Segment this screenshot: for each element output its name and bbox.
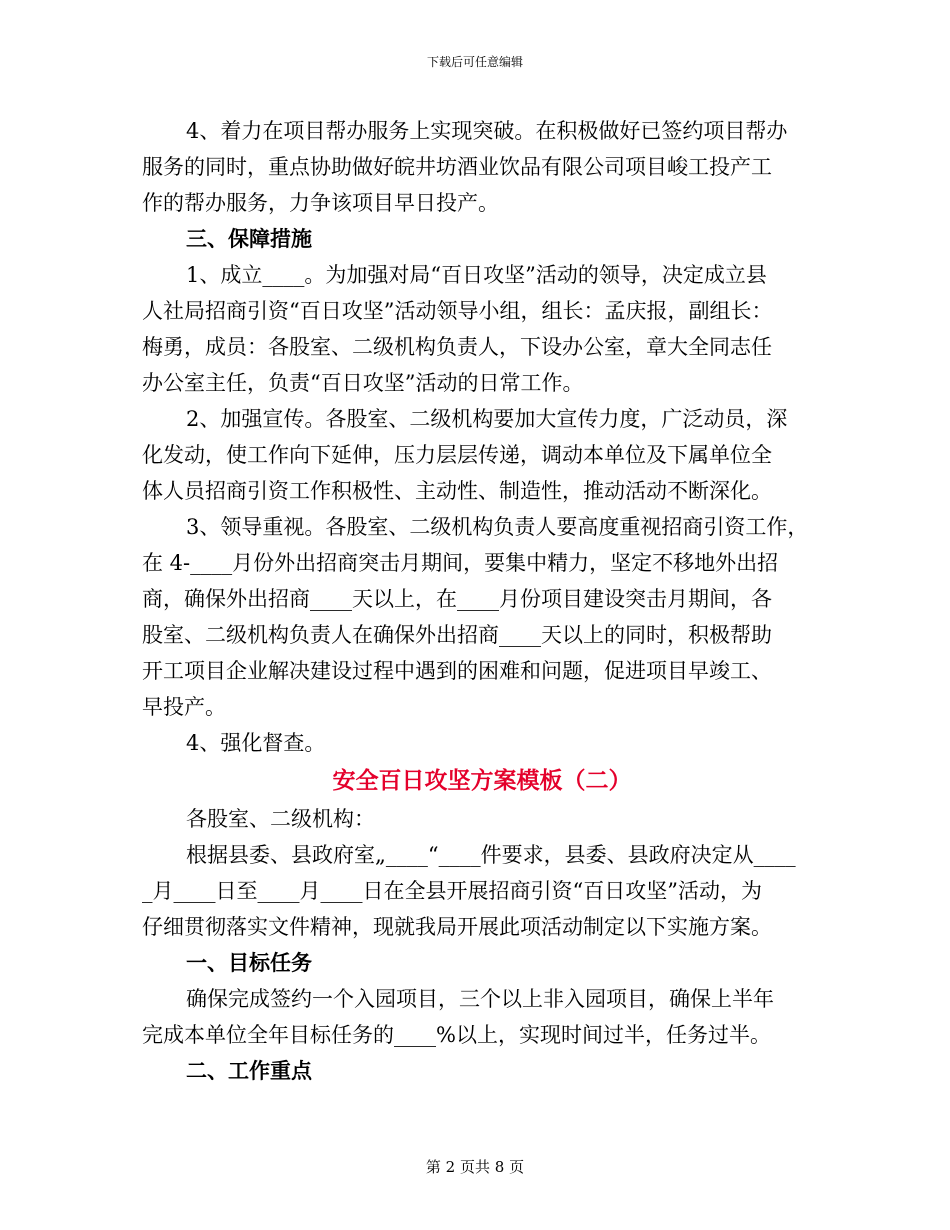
text-line: 体人员招商引资工作积极性、主动性、制造性，推动活动不断深化。 bbox=[142, 479, 772, 503]
text-line: 1、成立____。为加强对局“百日攻坚”活动的领导，决定成立县 bbox=[186, 263, 767, 287]
section-heading: 一、目标任务 bbox=[186, 950, 312, 975]
paragraph bbox=[142, 981, 822, 1053]
text-line: 股室、二级机构负责人在确保外出招商____天以上的同时，积极帮助 bbox=[142, 623, 772, 647]
document-title: 安全百日攻坚方案模板（二） bbox=[332, 767, 632, 794]
text-line: 商，确保外出招商____天以上，在____月份项目建设突击月期间，各 bbox=[142, 587, 772, 611]
page-footer: 第 2 页共 8 页 bbox=[425, 1158, 525, 1176]
paragraph bbox=[142, 113, 822, 221]
paragraph bbox=[142, 257, 822, 401]
paragraph bbox=[142, 509, 822, 725]
paragraph bbox=[142, 401, 822, 509]
text-line: 作的帮办服务，力争该项目早日投产。 bbox=[142, 191, 499, 215]
text-line: _月____日至____月____日在全县开展招商引资“百日攻坚”活动，为 bbox=[142, 879, 762, 903]
text-line: 根据县委、县政府室„____“____件要求，县委、县政府决定从____ bbox=[186, 843, 796, 867]
document-body bbox=[142, 113, 822, 1089]
salutation: 各股室、二级机构： bbox=[186, 807, 375, 831]
text-line: 开工项目企业解决建设过程中遇到的困难和问题，促进项目早竣工、 bbox=[142, 659, 772, 683]
text-line: 办公室主任，负责“百日攻坚”活动的日常工作。 bbox=[142, 371, 584, 395]
section-heading: 二、工作重点 bbox=[186, 1058, 312, 1083]
text-line: 完成本单位全年目标任务的____%以上，实现时间过半，任务过半。 bbox=[142, 1023, 771, 1047]
text-line: 化发动，使工作向下延伸，压力层层传递，调动本单位及下属单位全 bbox=[142, 443, 772, 467]
paragraph: 4、强化督查。 bbox=[186, 731, 326, 755]
text-line: 确保完成签约一个入园项目，三个以上非入园项目，确保上半年 bbox=[186, 987, 774, 1011]
text-line: 2、加强宣传。各股室、二级机构要加大宣传力度，广泛动员，深 bbox=[186, 407, 788, 431]
paragraph bbox=[142, 837, 822, 945]
text-line: 3、领导重视。各股室、二级机构负责人要高度重视招商引资工作， bbox=[186, 515, 809, 539]
text-line: 早投产。 bbox=[142, 695, 226, 719]
text-line: 4、着力在项目帮办服务上实现突破。在积极做好已签约项目帮办 bbox=[186, 119, 788, 143]
text-line: 服务的同时，重点协助做好皖井坊酒业饮品有限公司项目峻工投产工 bbox=[142, 155, 772, 179]
text-line: 人社局招商引资“百日攻坚”活动领导小组，组长：孟庆报，副组长： bbox=[142, 299, 773, 323]
text-line: 梅勇，成员：各股室、二级机构负责人，下设办公室，章大全同志任 bbox=[142, 335, 772, 359]
text-line: 在 4-____月份外出招商突击月期间，要集中精力，坚定不移地外出招 bbox=[142, 551, 779, 575]
page-header: 下载后可任意编辑 bbox=[426, 55, 523, 69]
text-line: 仔细贯彻落实文件精神，现就我局开展此项活动制定以下实施方案。 bbox=[142, 915, 772, 939]
section-heading: 三、保障措施 bbox=[186, 226, 312, 251]
